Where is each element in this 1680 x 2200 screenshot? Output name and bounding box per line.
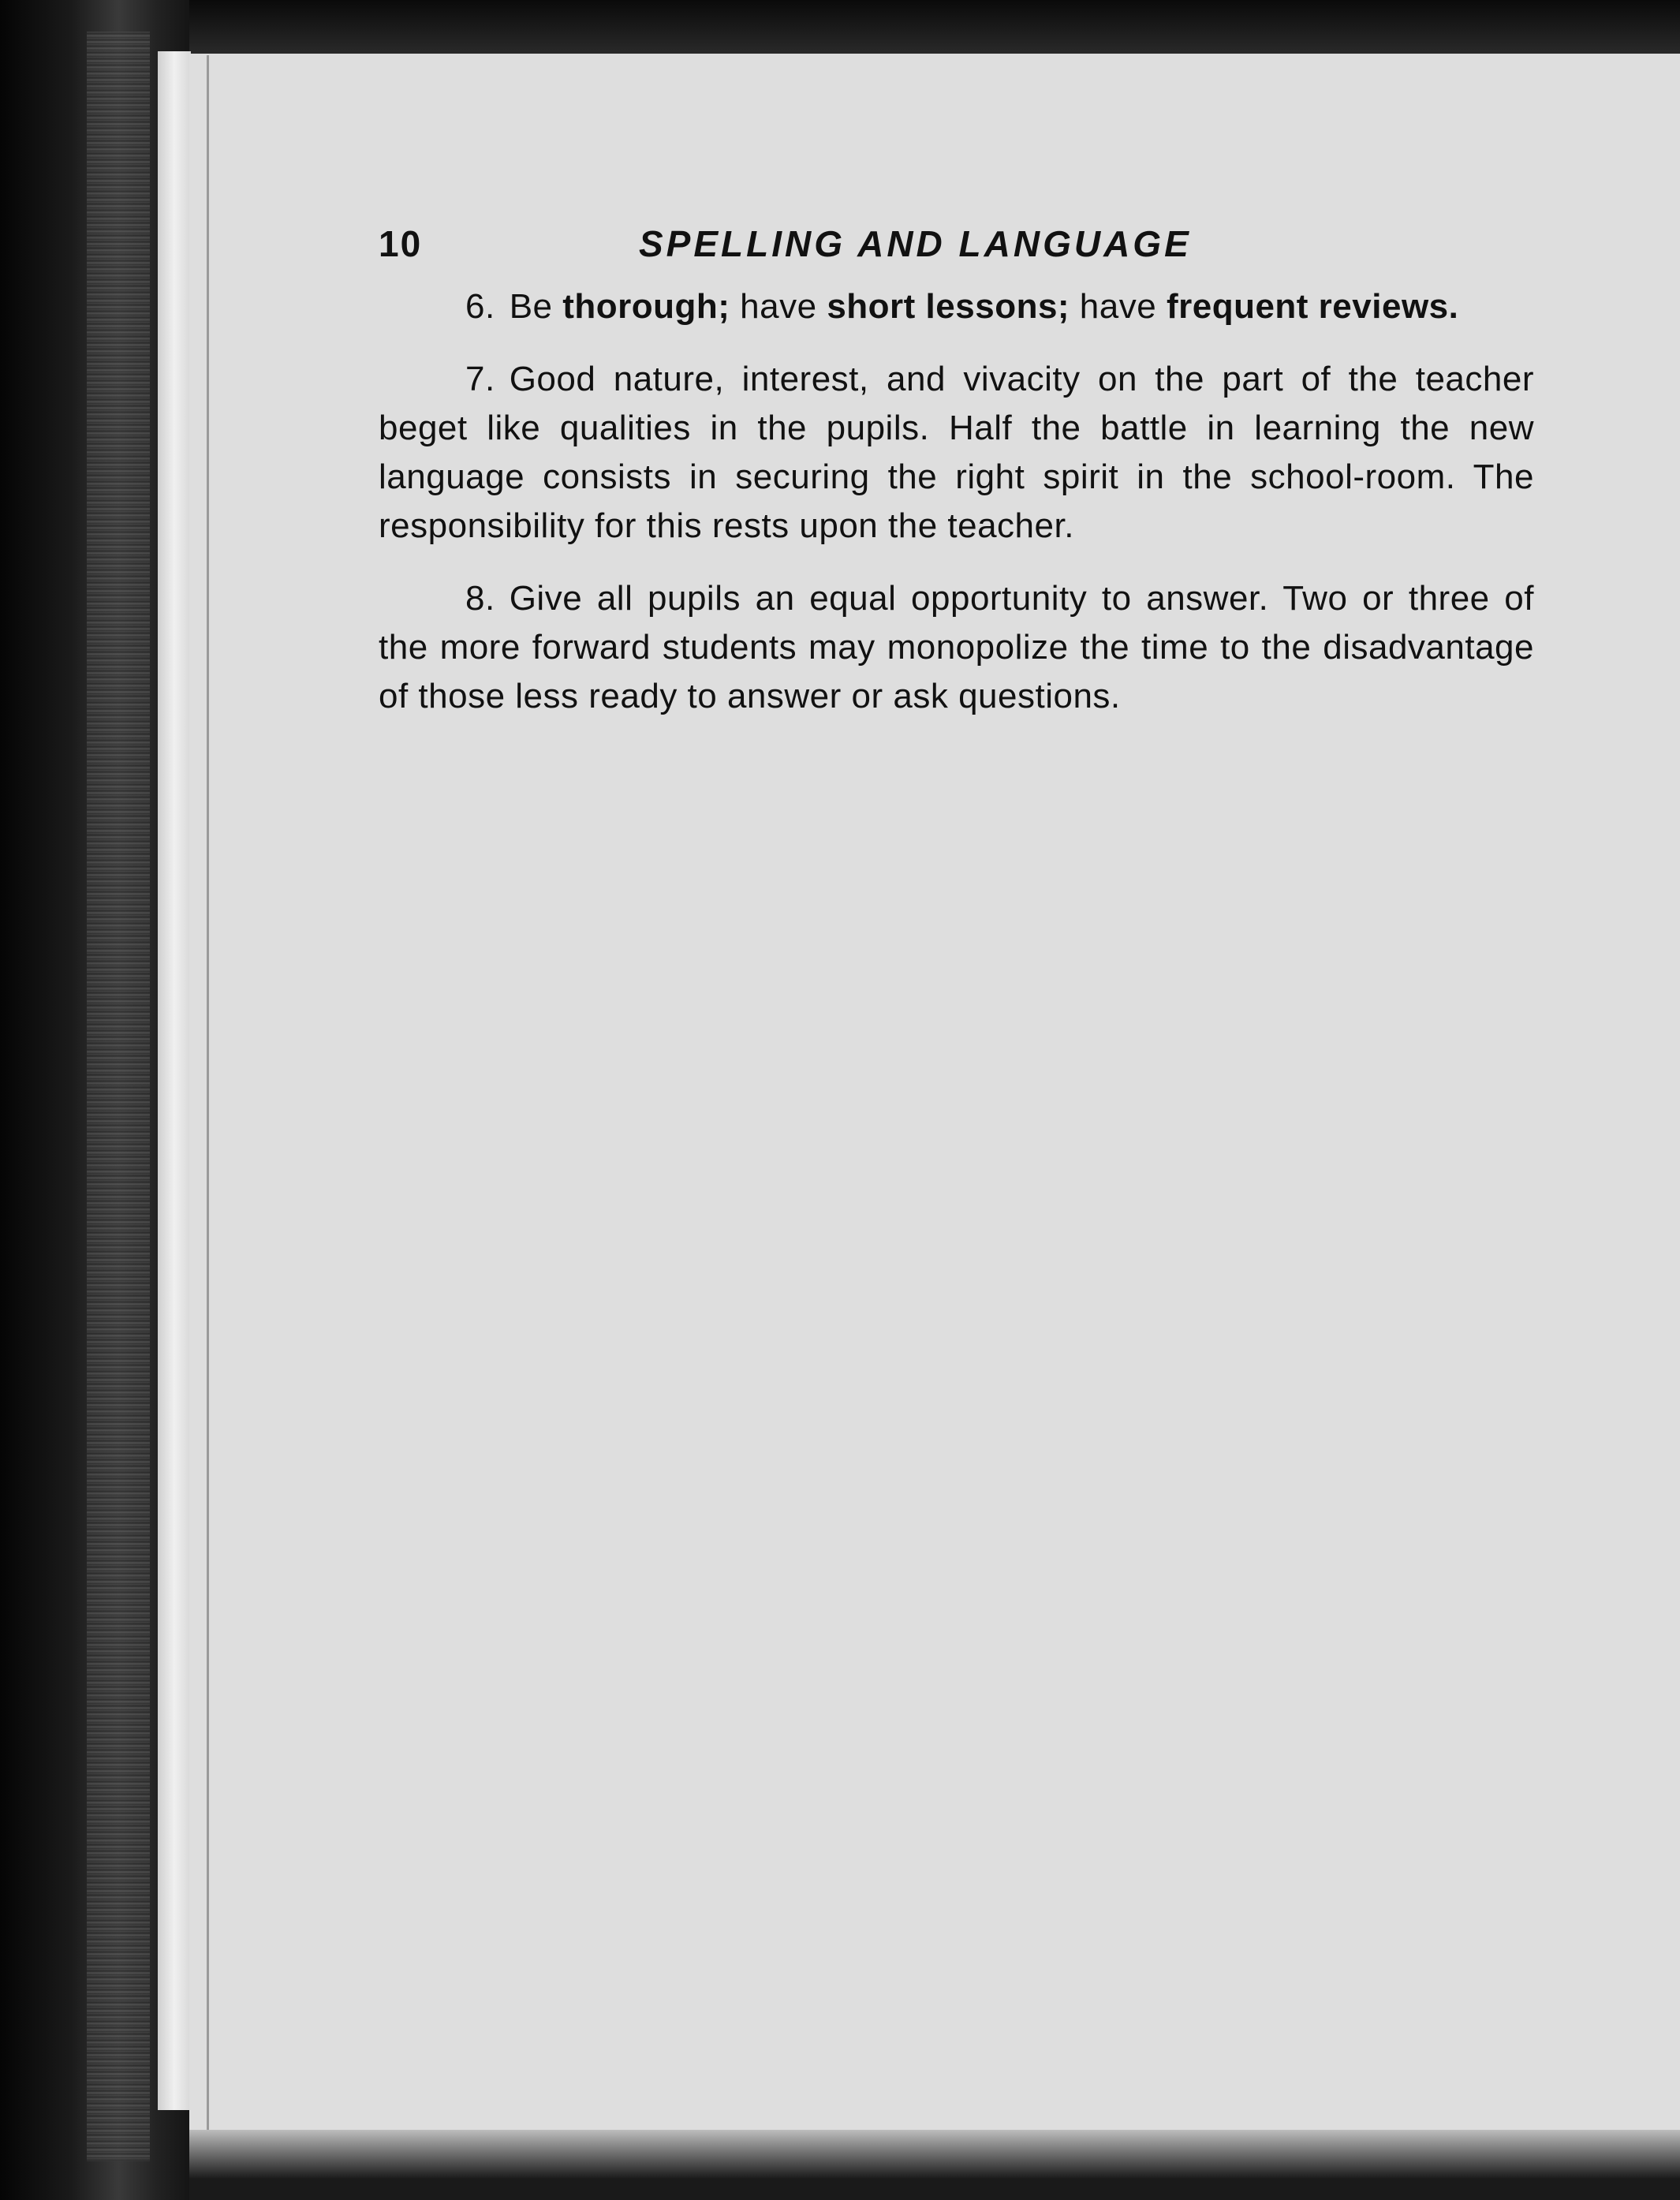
binding-texture <box>87 32 150 2161</box>
page-number: 10 <box>379 223 423 264</box>
paragraph-7 <box>379 355 1534 551</box>
paragraph-6 <box>379 282 1534 331</box>
paragraph-number: 7. <box>465 360 495 398</box>
running-title: SPELLING AND LANGUAGE <box>639 223 1192 264</box>
paragraph-text: have <box>1070 287 1167 326</box>
paragraph-number: 8. <box>465 579 495 618</box>
gutter-line <box>207 55 209 2153</box>
emphasis-text: thorough; <box>562 287 730 326</box>
bottom-edge-shadow <box>189 2130 1680 2200</box>
top-edge-shadow <box>0 0 1680 55</box>
page-content <box>379 213 1534 721</box>
leaf-edge <box>158 51 191 2110</box>
paragraph-8 <box>379 574 1534 721</box>
emphasis-text: short lessons; <box>827 287 1070 326</box>
paragraph-text: Be <box>509 287 563 326</box>
paragraph-text: have <box>730 287 827 326</box>
emphasis-text: frequent reviews. <box>1166 287 1459 326</box>
running-head <box>379 213 1534 268</box>
paragraph-text: Give all pupils an equal opportunity to answer. Two or three of the more forward students may monopolize the time to the disadvantage of those less ready to answer or ask questions. <box>379 579 1534 715</box>
paragraph-number: 6. <box>465 287 495 326</box>
paragraph-text: Good nature, interest, and vivacity on the part of the teacher beget like qualities in the pupils. Half the battle in learning the new language consists in securing the right spirit in the school-room. The responsibility for this rests upon the teacher. <box>379 360 1534 545</box>
